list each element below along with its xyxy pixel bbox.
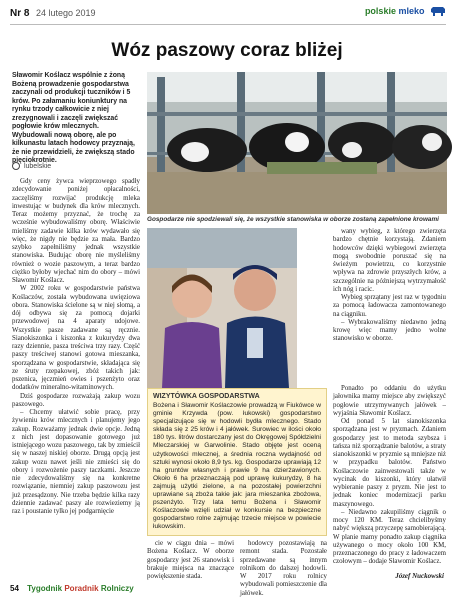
paragraph: Dziś gospodarze rozważają zakup wozu paszowego. [12,392,140,408]
cow-icon [430,6,446,17]
photo-caption: Gospodarze nie spodziewali się, że wszystkie stanowiska w oborze zostaną zapełnione krowami [147,216,439,223]
brand-word-2: Poradnik [64,584,99,593]
article-lead: Sławomir Koślacz wspólnie z żoną Bożeną prowadzenie gospodarstwa zaczynali od produkcji tuczników i 5 krów. Po załamaniu koniunktury na rynku trzody całkowicie z niej zrezygnowali i zaczęli zwiększać pogłowie krów mlecznych. Wybudowali nową oborę, ale po kilkunastu latach hodowcy przyznają, że nie przewidzieli, że zwiększą stado pięciokrotnie. [12,72,135,164]
source-label: lubelskie [23,162,52,170]
paragraph: Ponadto po oddaniu do użytku jałownika mamy miejsce aby zwiększyć pogłowie utrzymywanych jałówek – wyjaśnia Sławomir Koślacz. [333,385,446,417]
paragraph: W 2002 roku w gospodarstwie państwa Koślaczów, została wybudowana uwięziowa obora. Stanowiska ścielone są w niej słomą, a dój odbywa się za pomocą dojarki przewodowej na 4 aparaty udojowe. Wszystkie pasze zadawane są ręcznie. Sianokiszonka i kiszonka z kukurydzy dwa razy dziennie, pasza treściwa trzy razy. Część paszy treściwej stanowi gotowa mieszanka, sporządzana w gospodarstwie, składająca się ze śruty rzepakowej, zbóż takich jak: pszenica, jęczmień owies i pszenżyto oraz dodatków mineralno-witaminowych. [12,285,140,392]
farm-info-box [147,388,327,536]
paragraph: Wybieg sprzątany jest raz w tygodniu za pomocą ładowacza zamontowanego na ciągniku. [333,294,446,318]
article-author: Józef Nuckowski [395,572,444,580]
paragraph: hodowcy pozostawiają na remont stada. Pozostałe sprzedawane są innym rolnikom do dalszej hodowli. W 2017 roku rolnicy wybudowali pomieszczenie dla jałówek. [240,540,327,597]
page-footer [10,584,134,593]
article-column-3 [240,540,327,597]
article-title: Wóz paszowy coraz bliżej [111,40,343,61]
section-name-blue: mleko [398,6,425,16]
brand-word-3: Rolniczy [100,584,134,593]
paragraph: – Chcemy ułatwić sobie pracę, przy żywieniu krów mlecznych i planujemy jego zakup. Rozważamy jednak dwie opcje. Jedną z nich jest dopasowanie gotowego już istniejącego wozu paszowego, tak by zmieścił się w naszej niskiej oborze. Drugą opcją jest zakup wozu nawet jeśli nie zmieści się do obory i rozwożenie paszy taczkami. Jeszcze nie zdecydowaliśmy się na konkretne rozwiązanie, niemniej zakup paszowozu jest już przesądzony. Nie trzeba będzie kilka razy dziennie zadawać paszy ale rozwieziemy ją raz i poustanie tylko jej podgarnięcie [12,409,140,515]
section-logo [365,6,446,17]
article-source [12,162,51,170]
farm-info-text: Bożena i Sławomir Koślaczowie prowadzą w Fiukówce w gminie Krzywda (pow. łukowski) gospodarstwo specjalizujące się w hodowli bydła mlecznego. Stado składa się z 25 krów i 4 jałówek. Surowiec w ilości około 180 tys. litrów dostarczany jest do Okręgowej Spółdzielni Mleczarskiej w Garwolinie. Stado objęte jest oceną użytkowości mlecznej, a średnia roczna wydajność od sztuki wynosi około 8,9 tys. kg. Gospodarze uprawiają 12 ha gruntów własnych i prawie 9 ha dzierżawionych. Około 6 ha przeznaczają pod uprawę kukurydzy, 8 ha zajmują użytki zielone, a na pozostałej powierzchni uprawiane są zboża takie jak: jara mieszanka zbożowa, pszenżyto. Trzy lata temu Bożena i Sławomir Koślaczowie wzięli udział w konkursie na bezpieczne gospodarstwo rolne zajmując trzecie miejsce w powiecie łukowskim. [153,402,321,531]
issue-info [10,8,96,19]
paragraph: Od ponad 5 lat sianokiszonka sporządzana jest w pryzmach. Zdaniem gospodarzy jest to metoda szybsza i tańsza niż sporządzanie balotów, a straty sianokiszonki w pryzmie są mniejsze niż w przypadku balotów. Państwo Koślaczowie zainwestowali także w wycinak do kiszonki, który ułatwił wybieranie paszy z pryzm. Nie jest to jednak koniec modernizacji parku maszynowego. [333,418,446,508]
brand-word-1: Tygodnik [27,584,63,593]
issue-number: Nr 8 [10,8,30,19]
page-number: 54 [10,584,19,593]
page-header [10,6,446,26]
section-name-green: polskie [364,6,396,16]
publication-logo [27,584,134,593]
article-column-5 [333,385,446,575]
barn-cows-photo [147,72,447,214]
article-column-2 [147,540,234,585]
article-column-4 [333,228,446,383]
article-column-1 [12,178,140,583]
paragraph: – Wybrakowaliśmy niedawno jedną krowę więc mamy jedno wolne stanowisko w oborze. [333,318,446,343]
paragraph: cie w ciągu dnia – mówi Bożena Koślacz. W oborze gospodarzy jest 26 stanowisk i brakuje miejsca na znaczące powiększenie stada. [147,540,234,580]
header-divider [10,24,446,25]
farm-info-title: WIZYTÓWKA GOSPODARSTWA [153,393,260,400]
paragraph: wany wybieg, z którego zwierzęta bardzo chętnie korzystają. Zdaniem hodowców dzięki wybiegowi zwierzęta mogą swobodnie poruszać się na świeżym powietrzu, co korzystnie wpływa na zdrowie przyszłych krów, a szczególnie na późniejszą wytrzymałość ich nóg i racic. [333,228,446,293]
issue-date: 24 lutego 2019 [35,8,96,18]
paragraph: Gdy ceny żywca wieprzowego spadły zdecydowanie poniżej opłacalności, zaczęliśmy rozwijać produkcję mleka inwestując w budynek dla krów mlecznych. Teraz możemy przyznać, że trochę za wcześnie wybudowaliśmy oborę. Właściwie mieliśmy zadawie kilka krów wydawało się więc, że nigdy nie będzie za mała. Bardzo szybko zapełniliśmy jednak wszystkie stanowiska. Budując oborę nie myśleliśmy również o wozie paszowym, a teraz bardzo ciężko byłoby wjechać nim do obory – mówi Sławomir Koślacz. [12,178,140,284]
paragraph: – Niedawno zakupiliśmy ciągnik o mocy 120 KM. Teraz chcielibyśmy nabyć większą przyczepę samobierającą. W planie mamy ponadto zakup ciągnika używanego o mocy około 100 KM, przeznaczonego do pracy z ładowaczem czołowym – dodaje Sławomir Koślacz. [333,508,446,566]
location-icon [12,162,20,170]
